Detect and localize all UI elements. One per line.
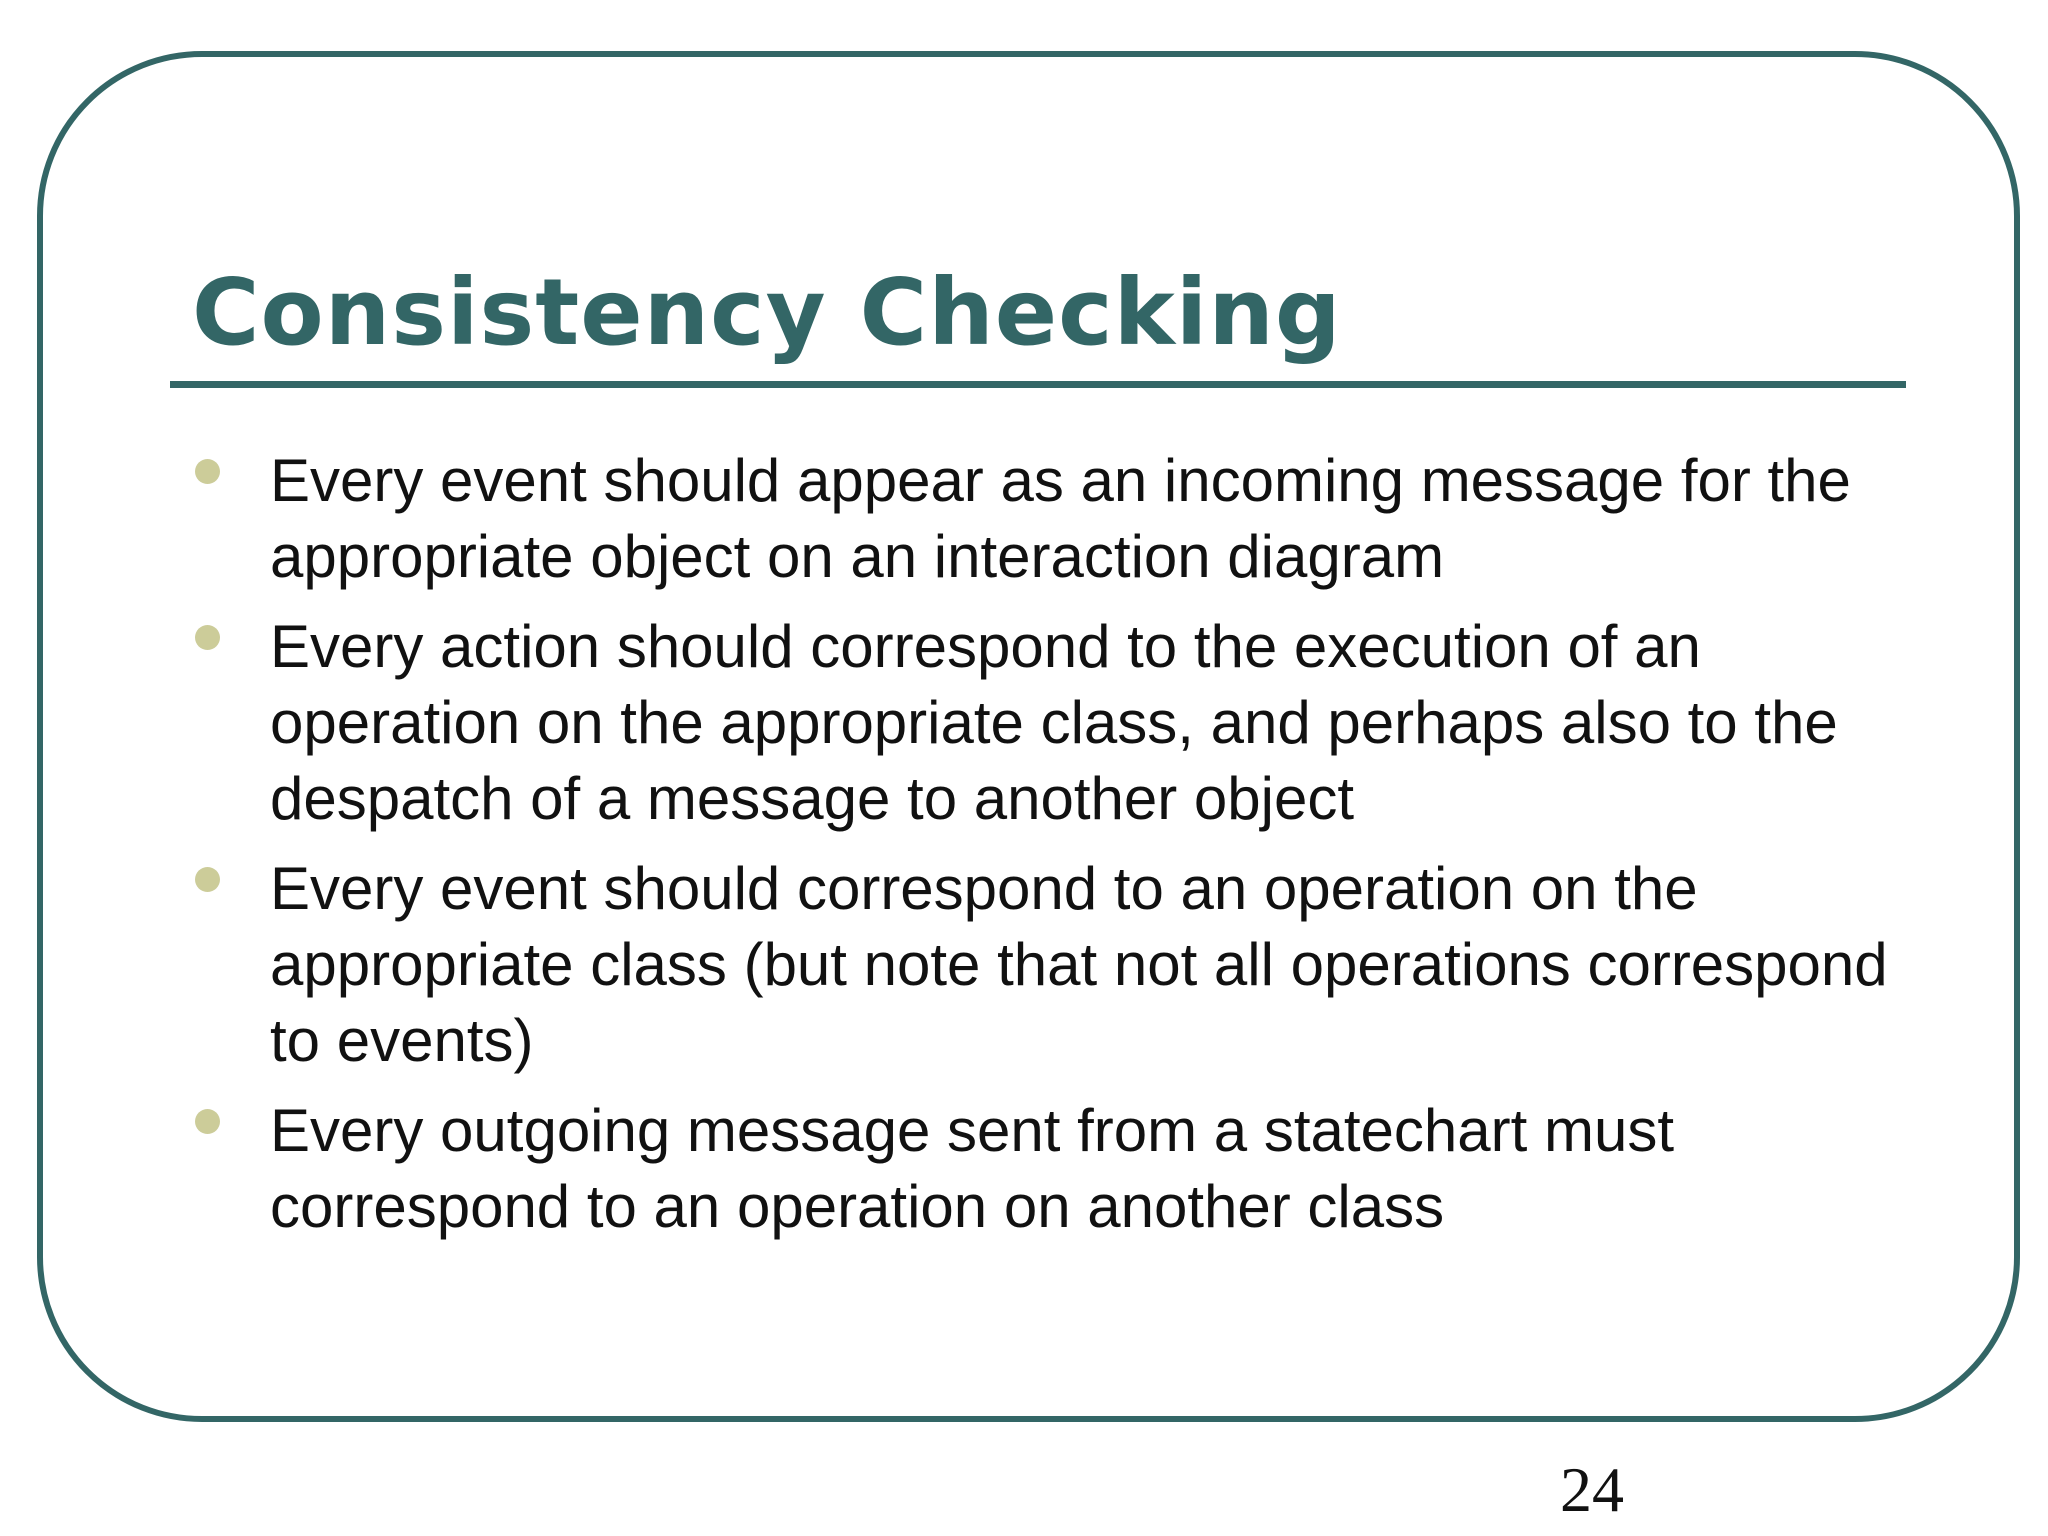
bullet-text: Every outgoing message sent from a statechart must correspond to an operation on another class <box>270 1097 1674 1240</box>
page-number: 24 <box>1560 1454 1624 1525</box>
bullet-text: Every event should appear as an incoming message for the appropriate object on an interaction diagram <box>270 447 1851 590</box>
title-divider <box>170 381 1906 388</box>
bullet-dot-icon <box>195 625 220 650</box>
bullet-text: Every event should correspond to an operation on the appropriate class (but note that not all operations correspond to events) <box>270 855 1888 1074</box>
bullet-dot-icon <box>195 1109 220 1134</box>
bullet-text: Every action should correspond to the execution of an operation on the appropriate class, and perhaps also to the despatch of a message to another object <box>270 613 1838 832</box>
bullet-dot-icon <box>195 867 220 892</box>
bullet-dot-icon <box>195 459 220 484</box>
bullet-item <box>192 1093 1912 1245</box>
slide-title: Consistency Checking <box>192 259 1342 366</box>
bullet-item <box>192 443 1912 595</box>
bullet-list <box>192 443 1912 1259</box>
bullet-item <box>192 609 1912 837</box>
bullet-item <box>192 851 1912 1079</box>
